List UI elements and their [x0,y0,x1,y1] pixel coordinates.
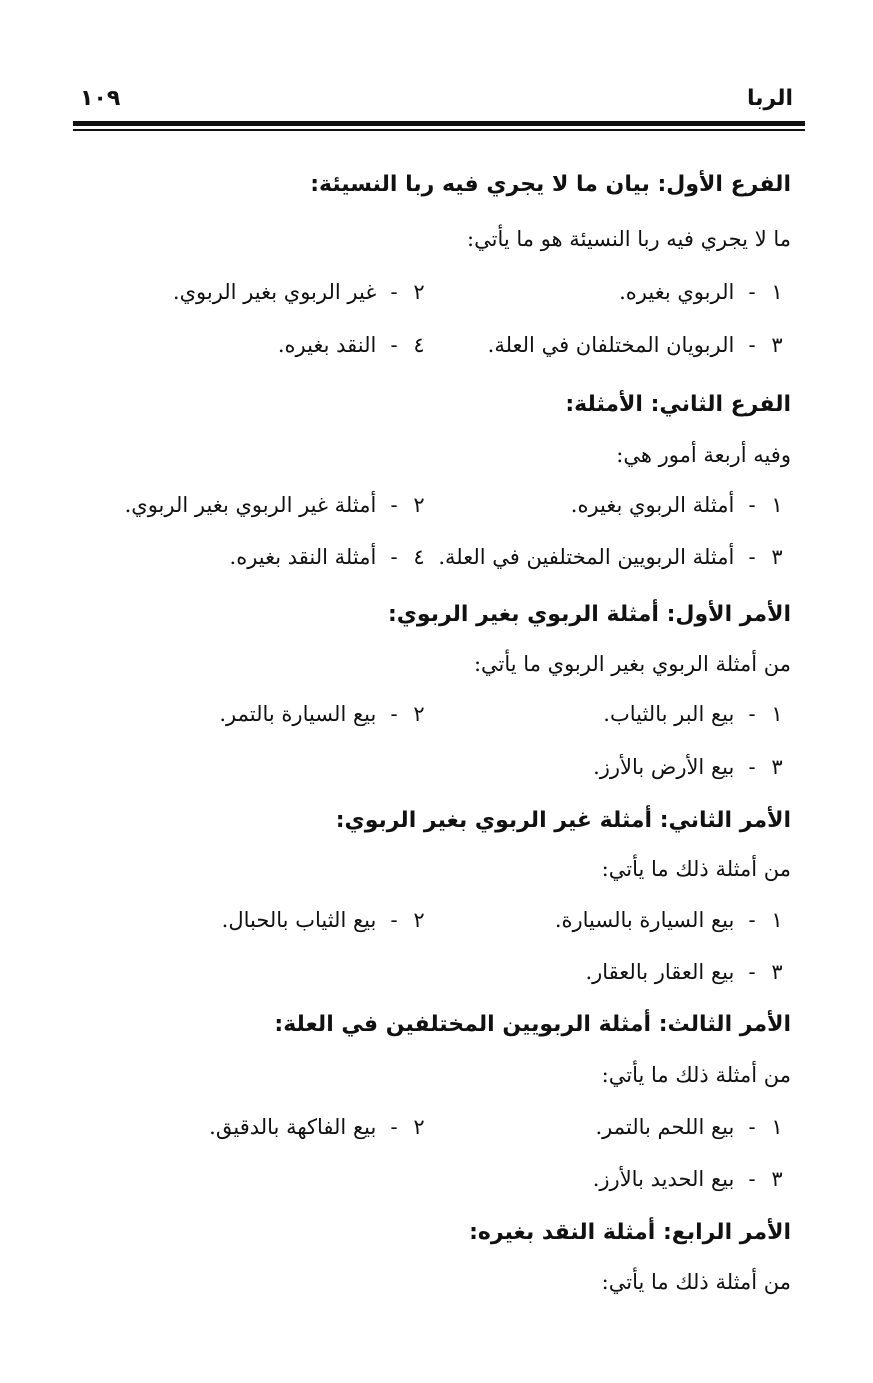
subsection-intro: من أمثلة ذلك ما يأتي: [601,1063,791,1087]
item-text: بيع السيارة بالتمر. [219,702,377,726]
item-text: بيع السيارة بالسيارة. [554,908,735,932]
list-item: ٣- بيع الأرض بالأرز. [593,755,791,779]
list-item: ٢- غير الربوي بغير الربوي. [173,280,433,304]
item-number: ٢ [413,493,425,517]
subsection-heading: الأمر الثاني: أمثلة غير الربوي بغير الربوي: [335,808,791,833]
section-heading: الفرع الأول: بيان ما لا يجري فيه ربا النسيئة: [310,172,791,197]
list-item: ٢- بيع الثياب بالحبال. [222,908,433,932]
list-item: ١- أمثلة الربوي بغيره. [571,493,791,517]
item-text: بيع اللحم بالتمر. [595,1115,735,1139]
list-item: ٣- بيع العقار بالعقار. [585,960,791,984]
list-item: ١- بيع اللحم بالتمر. [596,1115,792,1139]
item-number: ٤ [413,545,425,569]
item-text: بيع الفاكهة بالدقيق. [209,1115,377,1139]
item-number: ١ [771,702,783,726]
item-text: بيع الحديد بالأرز. [592,1167,735,1191]
subsection-intro: من أمثلة ذلك ما يأتي: [601,857,791,881]
item-text: أمثلة غير الربوي بغير الربوي. [124,493,377,517]
item-text: بيع الثياب بالحبال. [221,908,377,932]
item-text: الربوي بغيره. [619,280,735,304]
list-item: ١- الربوي بغيره. [619,280,791,304]
item-number: ١ [771,908,783,932]
item-number: ٢ [413,702,425,726]
subsection-heading: الأمر الأول: أمثلة الربوي بغير الربوي: [387,602,791,627]
list-item: ١- بيع البر بالثياب. [603,702,791,726]
item-number: ٤ [413,333,425,357]
item-text: بيع العقار بالعقار. [585,960,735,984]
section-intro: وفيه أربعة أمور هي: [616,443,791,467]
header-rule-thick [73,121,805,126]
subsection-heading: الأمر الثالث: أمثلة الربويين المختلفين في العلة: [274,1012,791,1037]
subsection-intro: من أمثلة ذلك ما يأتي: [601,1270,791,1294]
item-text: أمثلة الربوي بغيره. [570,493,735,517]
item-number: ٣ [771,1167,783,1191]
item-text: أمثلة النقد بغيره. [229,545,377,569]
list-item: ٢- بيع السيارة بالتمر. [219,702,433,726]
item-text: بيع الأرض بالأرز. [593,755,735,779]
item-text: أمثلة الربويين المختلفين في العلة. [438,545,735,569]
item-text: غير الربوي بغير الربوي. [172,280,377,304]
item-number: ٣ [771,755,783,779]
header-rule-thin [73,129,805,131]
item-number: ١ [771,1115,783,1139]
list-item: ٢- أمثلة غير الربوي بغير الربوي. [125,493,433,517]
page-number: ١٠٩ [80,86,121,111]
item-number: ١ [771,280,783,304]
item-number: ٣ [771,960,783,984]
item-number: ٢ [413,908,425,932]
list-item: ٤- أمثلة النقد بغيره. [230,545,433,569]
list-item: ٣- أمثلة الربويين المختلفين في العلة. [438,545,791,569]
subsection-intro: من أمثلة الربوي بغير الربوي ما يأتي: [473,652,791,676]
item-number: ٢ [413,1115,425,1139]
item-number: ٣ [771,545,783,569]
item-text: الربويان المختلفان في العلة. [487,333,735,357]
item-text: النقد بغيره. [277,333,377,357]
list-item: ٣- بيع الحديد بالأرز. [593,1167,791,1191]
list-item: ٣- الربويان المختلفان في العلة. [488,333,791,357]
subsection-heading: الأمر الرابع: أمثلة النقد بغيره: [469,1220,791,1245]
section-heading: الفرع الثاني: الأمثلة: [565,392,791,417]
item-text: بيع البر بالثياب. [603,702,735,726]
list-item: ١- بيع السيارة بالسيارة. [555,908,791,932]
section-intro: ما لا يجري فيه ربا النسيئة هو ما يأتي: [467,227,791,251]
item-number: ٣ [771,333,783,357]
list-item: ٢- بيع الفاكهة بالدقيق. [209,1115,433,1139]
item-number: ١ [771,493,783,517]
running-header-title: الربا [746,86,793,111]
list-item: ٤- النقد بغيره. [278,333,433,357]
item-number: ٢ [413,280,425,304]
